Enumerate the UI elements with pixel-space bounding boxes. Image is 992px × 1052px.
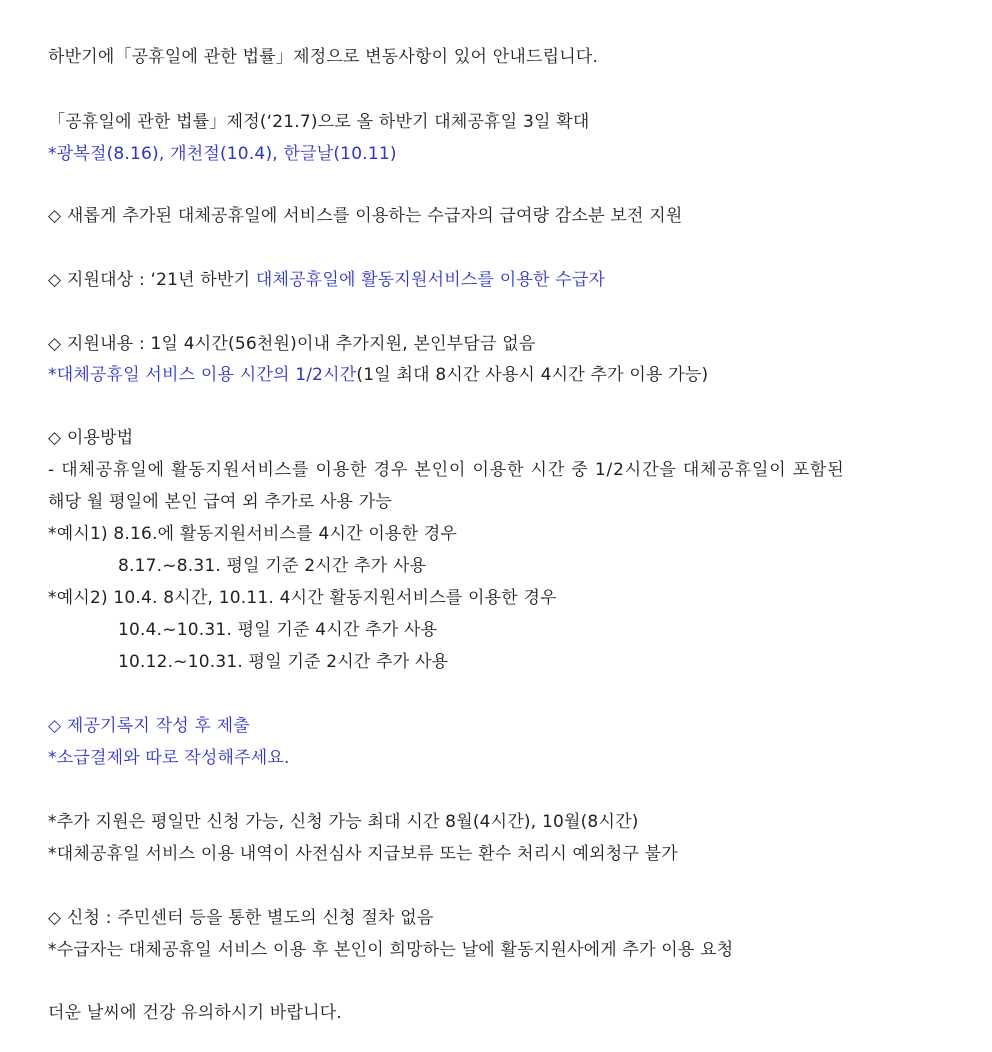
support-target-label: ◇ 지원대상 : ‘21년 하반기 (48, 270, 256, 290)
holiday-list-note: *광복절(8.16), 개천절(10.4), 한글날(10.11) (48, 144, 397, 164)
extra-note-2: *대체공휴일 서비스 이용 내역이 사전심사 지급보류 또는 환수 처리시 예외청구 불가 (48, 844, 678, 864)
support-content-note (48, 363, 708, 387)
example-2-detail-a: 10.4.~10.31. 평일 기준 4시간 추가 사용 (118, 620, 438, 640)
support-content-note-highlight: *대체공휴일 서비스 이용 시간의 1/2시간 (48, 365, 357, 385)
record-submit-title: ◇ 제공기록지 작성 후 제출 (48, 716, 250, 736)
example-1-detail: 8.17.~8.31. 평일 기준 2시간 추가 사용 (118, 556, 427, 576)
closing-text: 더운 날씨에 건강 유의하시기 바랍니다. (48, 1003, 342, 1023)
purpose-item: ◇ 새롭게 추가된 대체공휴일에 서비스를 이용하는 수급자의 급여량 감소분 보전 지원 (48, 206, 683, 226)
application-title: ◇ 신청 : 주민센터 등을 통한 별도의 신청 절차 없음 (48, 908, 434, 928)
extra-note-1: *추가 지원은 평일만 신청 가능, 신청 가능 최대 시간 8월(4시간), 10월(8시간) (48, 812, 639, 832)
intro-text: 하반기에「공휴일에 관한 법률」제정으로 변동사항이 있어 안내드립니다. (48, 47, 599, 67)
support-content-item: ◇ 지원내용 : 1일 4시간(56천원)이내 추가지원, 본인부담금 없음 (48, 334, 536, 354)
usage-method-line-2: 해당 월 평일에 본인 급여 외 추가로 사용 가능 (48, 492, 393, 512)
example-1: *예시1) 8.16.에 활동지원서비스를 4시간 이용한 경우 (48, 524, 458, 544)
example-2-detail-b: 10.12.~10.31. 평일 기준 2시간 추가 사용 (118, 652, 449, 672)
usage-method-line-1: - 대체공휴일에 활동지원서비스를 이용한 경우 본인이 이용한 시간 중 1/2시간을 대체공휴일이 포함된 (48, 460, 845, 480)
example-2: *예시2) 10.4. 8시간, 10.11. 4시간 활동지원서비스를 이용한 경우 (48, 588, 557, 608)
usage-method-title: ◇ 이용방법 (48, 428, 134, 448)
support-content-note-rest: (1일 최대 8시간 사용시 4시간 추가 이용 가능) (356, 365, 709, 385)
record-submit-note: *소급결제와 따로 작성해주세요. (48, 748, 290, 768)
law-change-text: 「공휴일에 관한 법률」제정(‘21.7)으로 올 하반기 대체공휴일 3일 확대 (48, 112, 590, 132)
support-target-item (48, 268, 605, 292)
support-target-highlight: 대체공휴일에 활동지원서비스를 이용한 수급자 (255, 270, 606, 290)
application-note: *수급자는 대체공휴일 서비스 이용 후 본인이 희망하는 날에 활동지원사에게 추가 이용 요청 (48, 940, 734, 960)
